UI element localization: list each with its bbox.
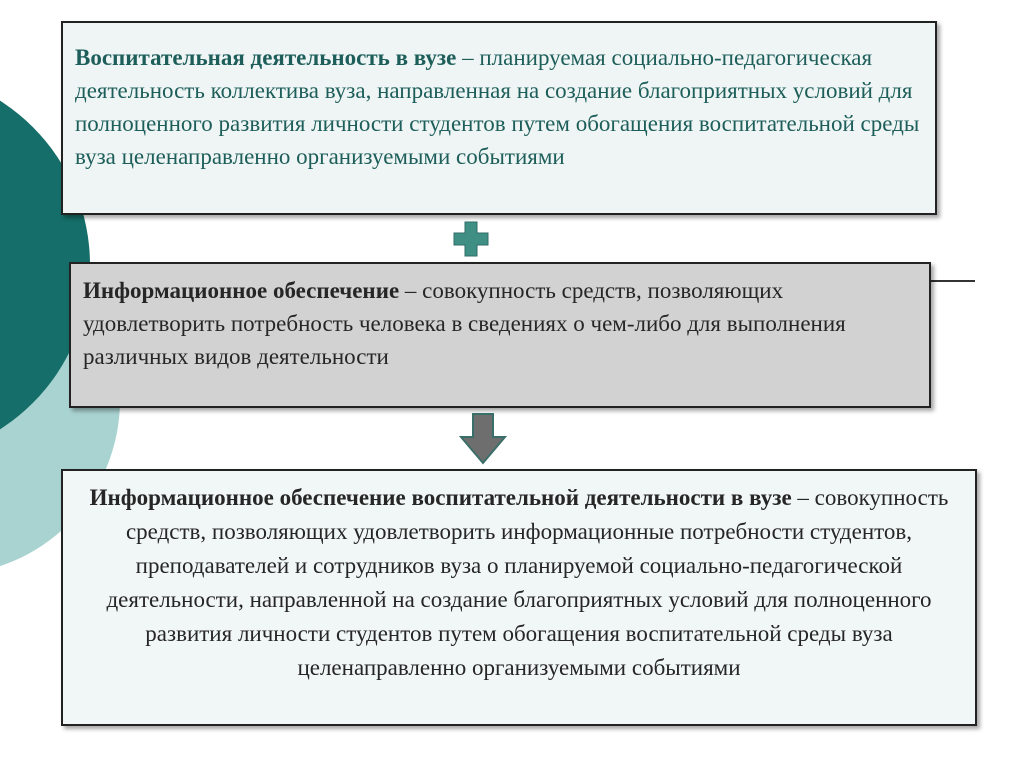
arrow-down-icon xyxy=(459,413,507,465)
definition-information-support: – совокупность средств, позволяющих удовлетворить потребность человека в сведениях о чем-либо для выполнения различных видов деятельности xyxy=(83,278,846,369)
plus-icon xyxy=(452,220,490,258)
definition-information-support-educational-activity: – совокупность средств, позволяющих удовлетворить информационные потребности студентов, преподавателей и сотрудников вуза о планируемой социально-педагогической деятельности, направленной на создание благоприятных условий для полноценного развития личности студентов путем обогащения воспитательной среды вуза целенаправленно организуемыми событиями xyxy=(106,485,949,680)
definition-educational-activity: – планируемая социально-педагогическая деятельность коллектива вуза, направленная на создание благоприятных условий для полноценного развития личности студентов путем обогащения воспитательной среды вуза целенаправленно организуемыми событиями xyxy=(75,45,920,169)
term-educational-activity: Воспитательная деятельность в вузе xyxy=(75,45,457,70)
definition-box-educational-activity xyxy=(61,21,937,215)
connector-line xyxy=(931,280,975,282)
term-information-support-educational-activity: Информационное обеспечение воспитательной деятельности в вузе xyxy=(89,485,792,510)
definition-box-information-support xyxy=(69,262,931,408)
definition-box-information-support-educational-activity xyxy=(61,469,977,726)
term-information-support: Информационное обеспечение xyxy=(83,278,400,303)
